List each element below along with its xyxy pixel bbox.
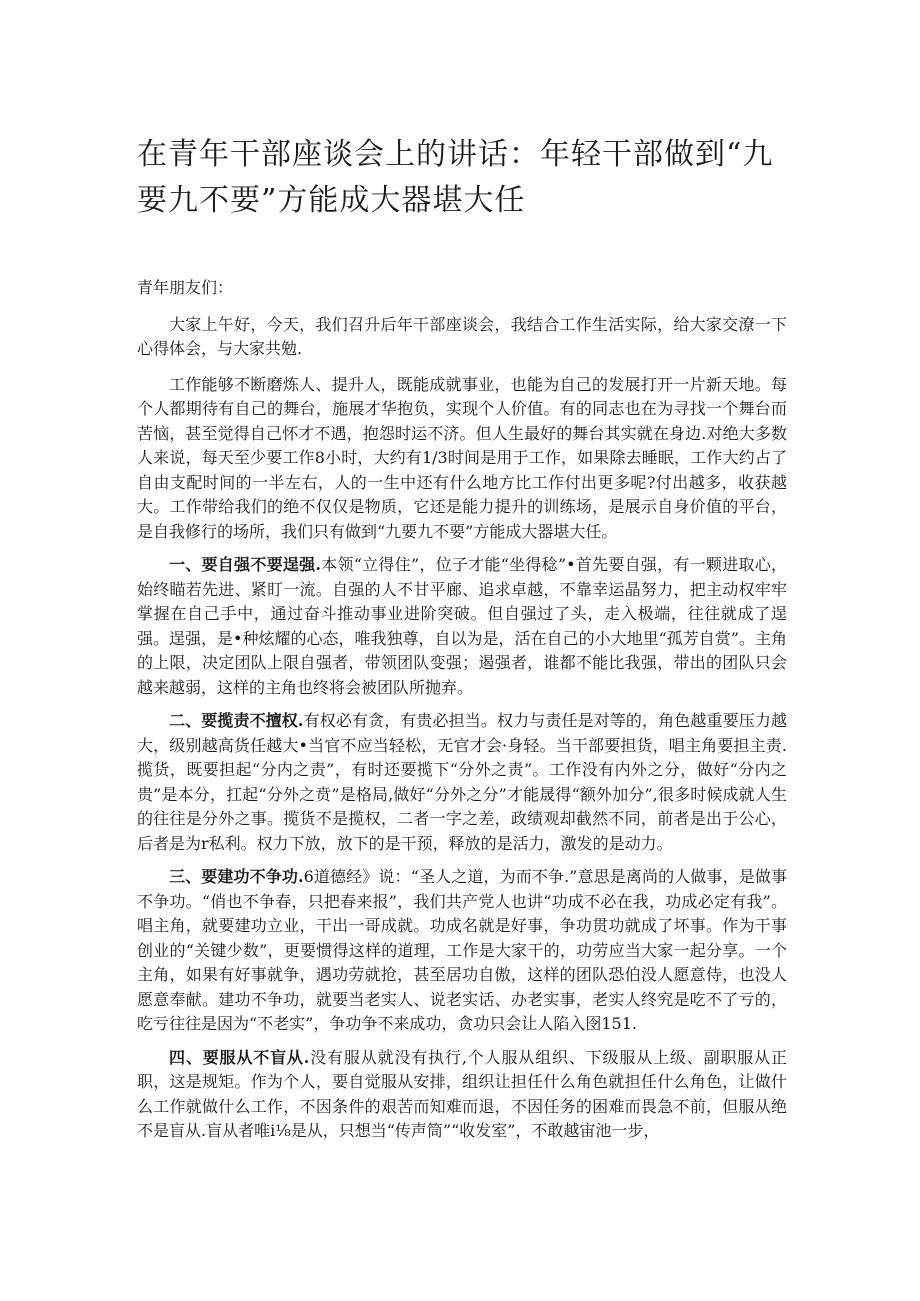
paragraph bbox=[137, 553, 787, 700]
paragraph-text: 工作能够不断磨炼人、提升人，既能成就事业，也能为自己的发展打开一片新天地。每个人都期待有自己的舞台，施展才华抱负，实现个人价值。有的同志也在为寻找一个舞台而苦恼，甚至觉得自己怀才不遇，抱怨时运不济。但人生最好的舞台其实就在身边.对绝大多数人来说，每天至少要工作8小时，大约有1/3时间是用于工作，如果除去睡眠，工作大约占了自由支配时间的一半左右，人的一生中还有什么地方比工作付出更多呢?付出越多，收获越大。工作带给我们的绝不仅仅是物质，它还是能力提升的训练场，是展示自身价值的平台，是自我修行的场所，我们只有做到“九要九不要”方能成大器堪大任。 bbox=[137, 374, 787, 541]
salutation: 青年朋友们： bbox=[137, 278, 234, 297]
document-body bbox=[137, 276, 787, 1153]
paragraph bbox=[137, 865, 787, 1037]
paragraph-text: 没有服从就没有执行,个人服从组织、下级服从上级、副职服从正职，这是规矩。作为个人，要自觉服从安排，组织让担任什么角色就担任什么角色，让做什么工作就做什么工作，不因条件的艰苦而知难而退，不因任务的困难而畏急不前，但服从绝不是盲从.盲从者唯i⅛是从，只想当“传声筒”“收发室”，不敢越宙池一步， bbox=[137, 1047, 788, 1140]
paragraph bbox=[137, 313, 787, 362]
section-heading: 二、要揽责不擅权. bbox=[169, 711, 304, 730]
paragraph-text: 6道德经》说：“圣人之道，为而不争.”意思是离尚的人做事，是做事不争功。“俏也不争春，只把春来报”，我们共产党人也讲“功成不必在我，功成必定有我”。唱主角，就要建功立业，干出一哥成就。功成名就是好事，争功贯功就成了坏事。作为干事创业的“关键少数”，更要惯得这样的道理，工作是大家干的，功劳应当大家一起分享。一个主角，如果有好事就争，遇功劳就抢，甚至居功自傲，这样的团队恐伯没人愿意侍，也没人愿意奉献。建功不争功，就要当老实人、说老实话、办老实事，老实人终究是吃不了亏的，吃亏往往是因为“不老实”，争功争不来成功，贪功只会让人陷入囹151. bbox=[137, 867, 787, 1033]
section-heading: 四、要服从不盲从. bbox=[169, 1047, 310, 1067]
document-title: 在青年干部座谈会上的讲话：年轻干部做到“九要九不要”方能成大器堪大任 bbox=[137, 137, 774, 218]
paragraph bbox=[137, 373, 787, 545]
paragraph-text: 有权必有贪，有贵必担当。权力与责任是对等的，角色越重要压力越大，级别越高货任越大•当官不应当轻松，无官才会·身轻。当干部要担货，唱主角要担主责.揽货，既要担起“分内之责”，有时还要揽下“分外之责”。工作没有内外之分，做好“分内之贵”是本分，扛起“分外之贲”是格局,做好“分外之分”才能晟得“额外加分”,很多时候成就人生的往往是分外之事。揽货不是揽权，二者一字之差，政绩观却截然不同，前者是出于公心，后者是为r私利。权力下放，放下的是干预，释放的是活力，激发的是动力。 bbox=[137, 711, 787, 853]
section-heading: 一、要自强不要逞强. bbox=[169, 555, 321, 574]
paragraph bbox=[137, 709, 787, 856]
paragraph-text: 大家上午好，今天，我们召升后年干部座谈会，我结合工作生活实际，给大家交潦一下心得体会，与大家共勉. bbox=[137, 314, 787, 358]
paragraph bbox=[137, 1046, 787, 1144]
paragraph-text: 本领“立得住”，位子才能“坐得稔”•首先要自强，有一颗进取心，始终瞄若先进、紧盯一流。自强的人不甘平廊、追求卓越，不靠幸运晶努力，把主动权牢牢掌握在自己手中，通过奋斗推动事业进阶突破。但自强过了头，走入极端，往往就成了逞强。逞强，是•种炫耀的心态，唯我独尊，自以为是，活在自己的小大地里“孤芳自赏”。主角的上限，决定团队上限自强者，带领团队变强；遏强者，谁都不能比我强，带出的团队只会越来越弱，这样的主角也终将会被团队所抛弃。 bbox=[137, 555, 787, 697]
section-heading: 三、要建功不争功. bbox=[169, 867, 304, 886]
